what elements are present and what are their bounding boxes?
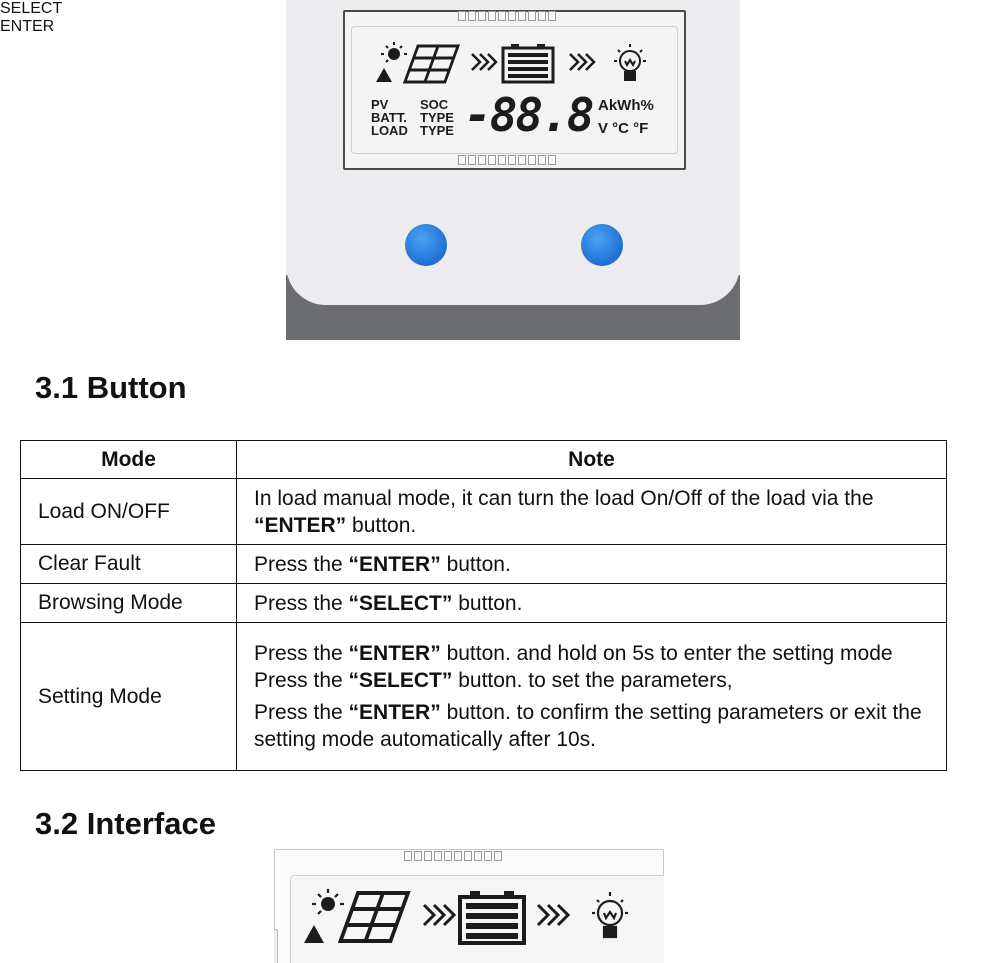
table-row [21, 545, 947, 584]
mode-cell: Load ON/OFF [21, 479, 237, 545]
battery-icon [460, 891, 524, 943]
table-row [21, 623, 947, 771]
table-row [21, 479, 947, 545]
lcd-icon-row [372, 42, 662, 88]
lcd-units-top: AkWh% [598, 97, 654, 114]
mode-cell: Browsing Mode [21, 584, 237, 623]
mode-cell: Clear Fault [21, 545, 237, 584]
lcd-seven-segment-digits: -88.8 [464, 88, 593, 142]
mode-cell: Setting Mode [21, 623, 237, 771]
lcd-label-column-1: PV BATT. LOAD [371, 97, 408, 138]
select-button[interactable] [405, 224, 447, 266]
interface-icon-row [300, 889, 650, 953]
interface-lcd-pins [404, 851, 502, 861]
light-bulb-icon [592, 892, 628, 937]
warning-icon [304, 925, 324, 943]
warning-icon [376, 68, 392, 82]
note-cell: Press the “SELECT” button. [237, 584, 947, 623]
battery-icon [503, 44, 553, 82]
lcd-label-column-2: SOC TYPE TYPE [420, 97, 454, 138]
table-header-row [21, 441, 947, 479]
column-header-note: Note [237, 441, 947, 479]
sun-icon [312, 889, 344, 914]
section-heading-interface: 3.2 Interface [35, 806, 216, 841]
solar-panel-icon [405, 46, 458, 82]
flow-arrows-icon [472, 54, 496, 70]
lcd-pins-bottom [458, 155, 556, 165]
device-footer [286, 275, 740, 340]
select-button-label: SELECT [0, 0, 63, 17]
note-cell: Press the “ENTER” button. [237, 545, 947, 584]
lcd-pins-top [458, 11, 556, 21]
enter-button-label: ENTER [0, 18, 55, 35]
note-cell: In load manual mode, it can turn the load On/Off of the load via the “ENTER” button. [237, 479, 947, 545]
flow-arrows-icon [424, 905, 454, 925]
sun-icon [381, 42, 407, 62]
flow-arrows-icon [538, 905, 568, 925]
light-bulb-icon [614, 44, 646, 80]
button-modes-table [20, 440, 947, 771]
interface-lcd-image [274, 849, 664, 963]
section-heading-button: 3.1 Button [35, 370, 187, 405]
note-cell: Press the “ENTER” button. and hold on 5s to enter the setting mode Press the “SELECT” button. to set the parameters, Press the “ENTER” button. to confirm the setting parameters or exit the setting mode automatically after 10s. [237, 623, 947, 771]
column-header-mode: Mode [21, 441, 237, 479]
enter-button[interactable] [581, 224, 623, 266]
table-row [21, 584, 947, 623]
lcd-units-bottom: V °C °F [598, 120, 649, 137]
flow-arrows-icon [570, 54, 594, 70]
solar-panel-icon [341, 893, 408, 941]
